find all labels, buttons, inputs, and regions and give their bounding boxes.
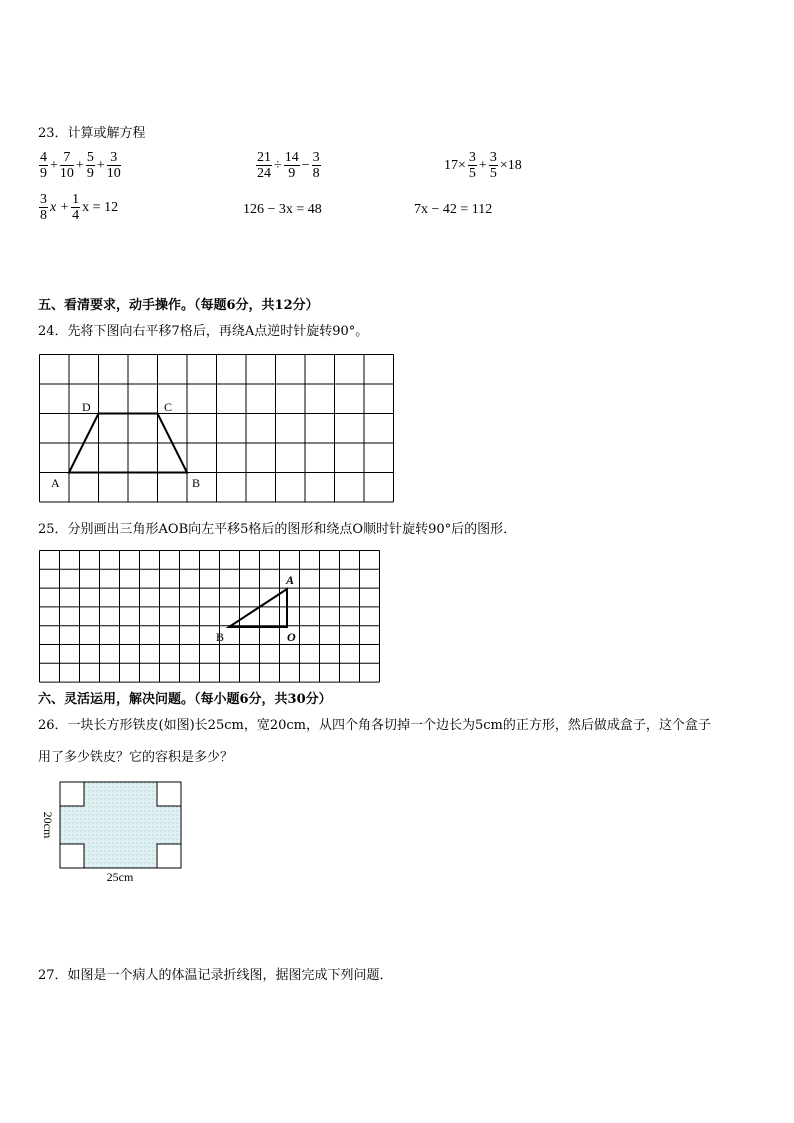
cut-corner-square [157,844,181,868]
q25-grid-figure [39,550,383,684]
q23-expression-2: $\frac{21}{24}$ ÷ $\frac{14}{9}$ − $\frac{3}{8}$ [257,150,320,181]
q27-text: 27．如图是一个病人的体温记录折线图，据图完成下列问题． [38,968,393,983]
cut-corner-square [60,782,84,806]
q23-title: 23．计算或解方程 [38,126,146,141]
q23-equation-3: 7x − 42 = 112 [414,202,493,217]
section-6-heading: 六、灵活运用，解决问题。（每小题6分，共30分） [38,692,332,707]
q26-text-line-2: 用了多少铁皮？它的容积是多少？ [38,750,234,765]
q24-text: 24．先将下图向右平移7格后，再绕A点逆时针旋转90°。 [38,324,369,339]
fraction: $\frac{3}{10}$ [106,150,121,181]
q23-expression-3: 17× $\frac{3}{5}$ + $\frac{3}{5}$ ×18 [444,150,522,181]
fraction: $\frac{3}{8}$ [40,192,47,223]
label-c: C [164,400,173,414]
label-o: O [287,630,296,644]
q23-expression-1: $\frac{4}{9}$ + $\frac{7}{10}$ + $\frac{5}{9}$ + $\frac{3}{10}$ [40,150,121,181]
cut-corner-square [60,844,84,868]
fraction: $\frac{4}{9}$ [40,150,47,181]
label-a: A [286,573,295,587]
q24-grid-figure [39,354,395,506]
label-a: A [51,476,60,490]
fraction: $\frac{21}{24}$ [257,150,271,181]
q26-sheet-figure [36,778,196,886]
q23-equation-2: 126 − 3x = 48 [243,202,322,217]
cut-corner-square [157,782,181,806]
q26-text-line-1: 26．一块长方形铁皮(如图)长25cm，宽20cm，从四个角各切掉一个边长为5cm的正方形，然后做成盒子，这个盒子 [38,718,711,733]
q23-equation-1: $\frac{3}{8}$ x + $\frac{1}{4}$ x = 12 [40,192,119,223]
width-label: 25cm [106,870,134,884]
fraction: $\frac{1}{4}$ [72,192,80,223]
section-5-heading: 五、看清要求，动手操作。（每题6分，共12分） [38,298,319,313]
q25-grid-lines [40,551,380,683]
fraction: $\frac{3}{5}$ [468,150,476,181]
fraction: $\frac{14}{9}$ [284,150,299,181]
label-b: B [216,630,225,644]
fraction: $\frac{3}{8}$ [312,150,320,181]
fraction: $\frac{3}{5}$ [489,150,497,181]
q25-text: 25．分别画出三角形AOB向左平移5格后的图形和绕点O顺时针旋转90°后的图形． [38,522,517,537]
fraction: $\frac{5}{9}$ [86,150,94,181]
fraction: $\frac{7}{10}$ [59,150,74,181]
label-b: B [192,476,201,490]
height-label: 20cm [41,811,55,839]
label-d: D [82,400,91,414]
triangle-aob [229,589,287,627]
q24-grid-lines [40,355,394,503]
